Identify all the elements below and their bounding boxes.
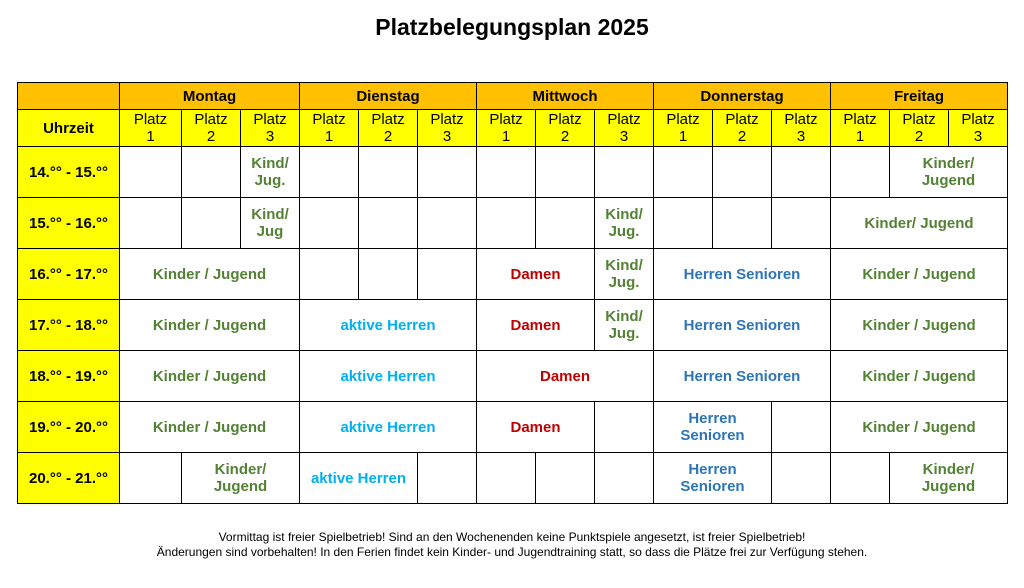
empty-cell bbox=[300, 249, 359, 300]
booking-damen: Damen bbox=[477, 300, 595, 351]
platz-word: Platz bbox=[902, 111, 936, 128]
platz-word: Platz bbox=[607, 111, 641, 128]
platz-number: 1 bbox=[678, 128, 688, 145]
empty-cell bbox=[772, 402, 831, 453]
platz-number: 2 bbox=[206, 128, 216, 145]
platz-number: 3 bbox=[442, 128, 452, 145]
empty-cell bbox=[300, 198, 359, 249]
platz-header bbox=[595, 110, 654, 147]
booking-line: Jugend bbox=[213, 478, 268, 495]
day-montag: Montag bbox=[120, 83, 300, 110]
platz-header bbox=[241, 110, 300, 147]
empty-cell bbox=[359, 249, 418, 300]
time-cell: 19.°° - 20.°° bbox=[18, 402, 120, 453]
booking-line: Herren bbox=[688, 410, 737, 427]
time-row bbox=[18, 453, 1008, 504]
booking-kind-jug bbox=[241, 147, 300, 198]
empty-cell bbox=[120, 198, 182, 249]
platz-header bbox=[831, 110, 890, 147]
empty-cell bbox=[182, 147, 241, 198]
empty-cell bbox=[182, 198, 241, 249]
platz-number: 2 bbox=[560, 128, 570, 145]
platz-header bbox=[536, 110, 595, 147]
footer-line: Änderungen sind vorbehalten! In den Ferien findet kein Kinder- und Jugendtraining statt, so dass die Plätze frei zur Verfügung stehen. bbox=[156, 545, 868, 559]
booking-damen: Damen bbox=[477, 249, 595, 300]
booking-line: Kinder/ bbox=[922, 155, 975, 172]
empty-cell bbox=[418, 198, 477, 249]
booking-line: Kind/ bbox=[605, 257, 643, 274]
booking-aktive-herren: aktive Herren bbox=[300, 402, 477, 453]
booking-line: Kind/ bbox=[251, 155, 289, 172]
platz-number: 3 bbox=[973, 128, 983, 145]
time-cell: 17.°° - 18.°° bbox=[18, 300, 120, 351]
platz-word: Platz bbox=[194, 111, 228, 128]
day-mittwoch: Mittwoch bbox=[477, 83, 654, 110]
empty-cell bbox=[831, 453, 890, 504]
platz-header bbox=[713, 110, 772, 147]
booking-herren-senioren: Herren Senioren bbox=[654, 300, 831, 351]
empty-cell bbox=[418, 147, 477, 198]
booking-aktive-herren: aktive Herren bbox=[300, 300, 477, 351]
day-header-row bbox=[18, 83, 1008, 110]
booking-line: Jugend bbox=[921, 172, 976, 189]
platz-word: Platz bbox=[430, 111, 464, 128]
booking-line: Jug. bbox=[608, 325, 640, 342]
empty-cell bbox=[595, 147, 654, 198]
booking-kinder-jugend: Kinder/ Jugend bbox=[831, 198, 1008, 249]
time-row bbox=[18, 249, 1008, 300]
platz-word: Platz bbox=[961, 111, 995, 128]
empty-cell bbox=[772, 198, 831, 249]
empty-cell bbox=[654, 198, 713, 249]
platz-header bbox=[359, 110, 418, 147]
booking-kinder-jugend: Kinder / Jugend bbox=[120, 249, 300, 300]
booking-damen: Damen bbox=[477, 351, 654, 402]
platz-number: 1 bbox=[146, 128, 155, 145]
empty-cell bbox=[595, 453, 654, 504]
booking-kind-jug bbox=[595, 249, 654, 300]
time-row bbox=[18, 351, 1008, 402]
platz-header bbox=[300, 110, 359, 147]
platz-number: 2 bbox=[914, 128, 924, 145]
booking-line: Kind/ bbox=[251, 206, 289, 223]
time-row bbox=[18, 198, 1008, 249]
booking-kinder-jugend: Kinder / Jugend bbox=[831, 300, 1008, 351]
platz-word: Platz bbox=[312, 111, 346, 128]
platz-word: Platz bbox=[253, 111, 287, 128]
schedule-table bbox=[17, 82, 1008, 504]
empty-cell bbox=[477, 453, 536, 504]
booking-kinder-jugend: Kinder / Jugend bbox=[120, 300, 300, 351]
platz-number: 1 bbox=[855, 128, 865, 145]
booking-line: Jug. bbox=[254, 172, 286, 189]
booking-herren-senioren: Herren Senioren bbox=[654, 351, 831, 402]
platz-header bbox=[120, 110, 182, 147]
time-cell: 16.°° - 17.°° bbox=[18, 249, 120, 300]
platz-header bbox=[418, 110, 477, 147]
empty-cell bbox=[418, 249, 477, 300]
booking-line: Jug. bbox=[608, 274, 640, 291]
booking-line: Herren bbox=[688, 461, 737, 478]
time-row bbox=[18, 402, 1008, 453]
empty-cell bbox=[120, 453, 182, 504]
booking-line: Jug bbox=[256, 223, 284, 240]
booking-line: Kinder/ bbox=[214, 461, 267, 478]
platz-number: 3 bbox=[265, 128, 275, 145]
day-freitag: Freitag bbox=[831, 83, 1008, 110]
booking-damen: Damen bbox=[477, 402, 595, 453]
booking-kinder-jugend: Kinder / Jugend bbox=[120, 351, 300, 402]
booking-kinder-jugend bbox=[182, 453, 300, 504]
booking-herren-senioren bbox=[654, 453, 772, 504]
booking-line: Senioren bbox=[680, 427, 745, 444]
booking-kind-jug bbox=[595, 198, 654, 249]
booking-aktive-herren: aktive Herren bbox=[300, 351, 477, 402]
platz-number: 1 bbox=[501, 128, 511, 145]
booking-kinder-jugend: Kinder / Jugend bbox=[831, 249, 1008, 300]
empty-cell bbox=[713, 198, 772, 249]
booking-line: Kind/ bbox=[605, 206, 643, 223]
booking-line: Kinder/ bbox=[922, 461, 975, 478]
empty-cell bbox=[359, 198, 418, 249]
footer-note bbox=[0, 530, 1024, 560]
booking-kind-jug bbox=[241, 198, 300, 249]
empty-cell bbox=[300, 147, 359, 198]
booking-herren-senioren: Herren Senioren bbox=[654, 249, 831, 300]
empty-cell bbox=[120, 147, 182, 198]
platz-header-row bbox=[18, 110, 1008, 147]
booking-kinder-jugend bbox=[890, 453, 1008, 504]
time-cell: 15.°° - 16.°° bbox=[18, 198, 120, 249]
booking-line: Senioren bbox=[680, 478, 745, 495]
day-donnerstag: Donnerstag bbox=[654, 83, 831, 110]
platz-number: 2 bbox=[383, 128, 393, 145]
platz-word: Platz bbox=[133, 111, 168, 128]
empty-cell bbox=[477, 147, 536, 198]
platz-number: 3 bbox=[796, 128, 806, 145]
platz-word: Platz bbox=[784, 111, 818, 128]
platz-number: 1 bbox=[324, 128, 334, 145]
platz-word: Platz bbox=[371, 111, 405, 128]
platz-word: Platz bbox=[548, 111, 582, 128]
empty-cell bbox=[536, 453, 595, 504]
platz-number: 2 bbox=[737, 128, 747, 145]
booking-kinder-jugend: Kinder / Jugend bbox=[831, 351, 1008, 402]
empty-cell bbox=[536, 147, 595, 198]
platz-word: Platz bbox=[843, 111, 877, 128]
booking-herren-senioren bbox=[654, 402, 772, 453]
platz-number: 3 bbox=[619, 128, 629, 145]
platz-word: Platz bbox=[489, 111, 523, 128]
platz-header bbox=[477, 110, 536, 147]
booking-line: Kind/ bbox=[605, 308, 643, 325]
booking-line: Jugend bbox=[921, 478, 976, 495]
time-cell: 20.°° - 21.°° bbox=[18, 453, 120, 504]
booking-line: Jug. bbox=[608, 223, 640, 240]
empty-cell bbox=[772, 147, 831, 198]
day-dienstag: Dienstag bbox=[300, 83, 477, 110]
platz-header bbox=[890, 110, 949, 147]
platz-word: Platz bbox=[725, 111, 759, 128]
empty-cell bbox=[831, 147, 890, 198]
empty-cell bbox=[418, 453, 477, 504]
empty-cell bbox=[595, 402, 654, 453]
footer-line: Vormittag ist freier Spielbetrieb! Sind an den Wochenenden keine Punktspiele angesetzt, ist freier Spielbetrieb! bbox=[218, 530, 806, 544]
page-title: Platzbelegungsplan 2025 bbox=[375, 14, 649, 40]
booking-kinder-jugend: Kinder / Jugend bbox=[120, 402, 300, 453]
booking-aktive-herren: aktive Herren bbox=[300, 453, 418, 504]
booking-kind-jug bbox=[595, 300, 654, 351]
platz-header bbox=[772, 110, 831, 147]
booking-kinder-jugend bbox=[890, 147, 1008, 198]
platz-header bbox=[182, 110, 241, 147]
time-cell: 18.°° - 19.°° bbox=[18, 351, 120, 402]
time-cell: 14.°° - 15.°° bbox=[18, 147, 120, 198]
corner-cell bbox=[18, 83, 120, 110]
platz-header bbox=[949, 110, 1008, 147]
booking-kinder-jugend: Kinder / Jugend bbox=[831, 402, 1008, 453]
empty-cell bbox=[713, 147, 772, 198]
empty-cell bbox=[772, 453, 831, 504]
platz-word: Platz bbox=[666, 111, 700, 128]
empty-cell bbox=[477, 198, 536, 249]
time-row bbox=[18, 300, 1008, 351]
empty-cell bbox=[654, 147, 713, 198]
empty-cell bbox=[536, 198, 595, 249]
platz-header bbox=[654, 110, 713, 147]
empty-cell bbox=[359, 147, 418, 198]
time-row bbox=[18, 147, 1008, 198]
uhrzeit-header: Uhrzeit bbox=[18, 110, 120, 147]
